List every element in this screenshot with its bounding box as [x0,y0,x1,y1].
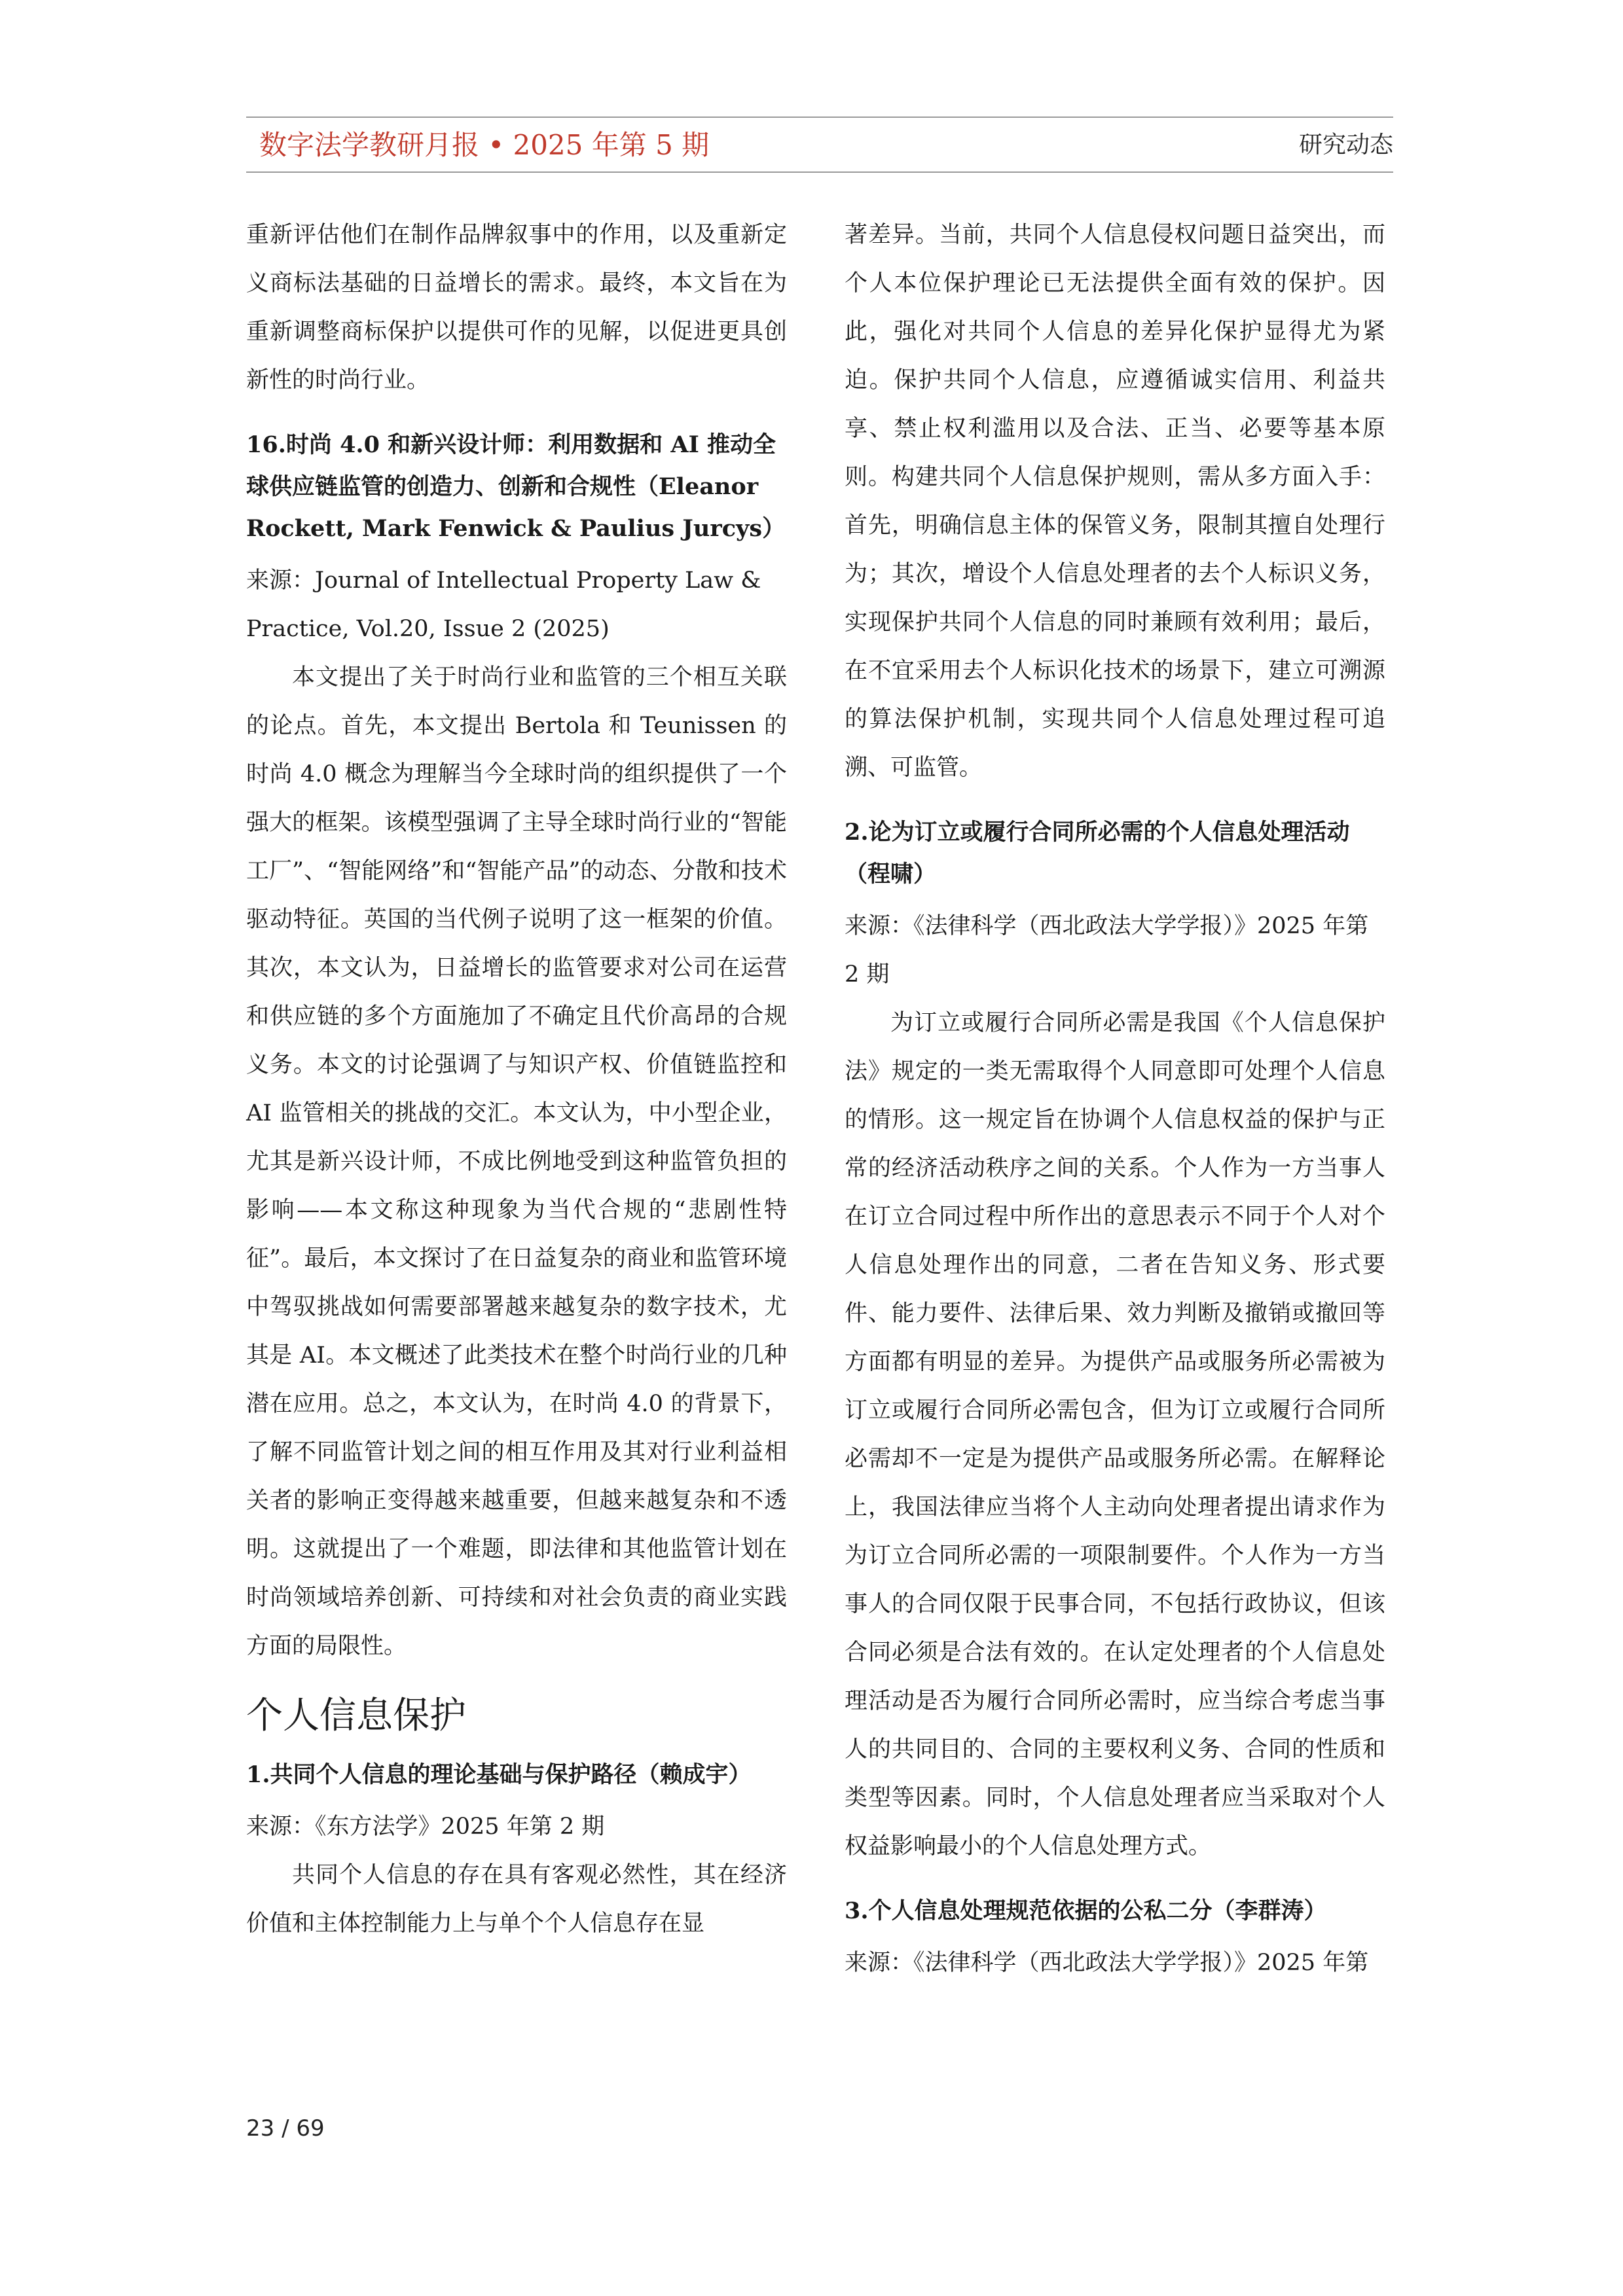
article-2-source: 来源：《法律科学（西北政法大学学报）》2025 年第 2 期 [845,913,1369,988]
article-3-source: 来源：《法律科学（西北政法大学学报）》2025 年第 [845,1950,1369,1976]
article-2-body: 为订立或履行合同所必需是我国《个人信息保护法》规定的一类无需取得个人同意即可处理个人信息的情形。这一规定旨在协调个人信息权益的保护与正常的经济活动秩序之间的关系。个人作为一方当事人在订立合同过程中所作出的意思表示不同于个人对个人信息处理作出的同意，二者在告知义务、形式要件、能力要件、法律后果、效力判断及撤销或撤回等方面都有明显的差异。为提供产品或服务所必需被为订立或履行合同所必需包含，但为订立或履行合同所必需却不一定是为提供产品或服务所必需。在解释论上，我国法律应当将个人主动向处理者提出请求作为为订立合同所必需的一项限制要件。个人作为一方当事人的合同仅限于民事合同，不包括行政协议，但该合同必须是合法有效的。在认定处理者的个人信息处理活动是否为履行合同所必需时，应当综合考虑当事人的共同目的、合同的主要权利义务、合同的性质和类型等因素。同时，个人信息处理者应当采取对个人权益影响最小的个人信息处理方式。 [845,1010,1385,1859]
article-16-source: 来源：Journal of Intellectual Property Law & Practice, Vol.20, Issue 2 (2025) [246,567,761,642]
article-1-body-start: 共同个人信息的存在具有客观必然性，其在经济价值和主体控制能力上与单个个人信息存在显 [246,1862,787,1937]
header-top-rule [246,117,1393,118]
article-1-source: 来源：《东方法学》2025 年第 2 期 [246,1814,605,1840]
article-1-title: 1.共同个人信息的理论基础与保护路径（赖成宇） [246,1761,752,1788]
left-column [246,211,787,1948]
section-label: 研究动态 [1298,132,1393,158]
page-number: 23 / 69 [246,2115,325,2142]
right-column [845,211,1385,1987]
article-16-title: 16.时尚 4.0 和新兴设计师：利用数据和 AI 推动全球供应链监管的创造力、创新和合规性（Eleanor Rockett, Mark Fenwick & Paulius Jurcys） [246,431,786,542]
section-title-personal-info: 个人信息保护 [246,1695,466,1737]
intro-paragraph: 重新评估他们在制作品牌叙事中的作用，以及重新定义商标法基础的日益增长的需求。最终，本文旨在为重新调整商标保护以提供可作的见解，以促进更具创新性的时尚行业。 [246,222,787,393]
article-2-title: 2.论为订立或履行合同所必需的个人信息处理活动（程啸） [845,819,1350,888]
article-3-title: 3.个人信息处理规范依据的公私二分（李群涛） [845,1897,1327,1924]
journal-title: 数字法学教研月报 • 2025 年第 5 期 [259,129,710,161]
article-16-body: 本文提出了关于时尚行业和监管的三个相互关联的论点。首先，本文提出 Bertola 和 Teunissen 的时尚 4.0 概念为理解当今全球时尚的组织提供了一个强大的框架。该模型强调了主导全球时尚行业的“智能工厂”、“智能网络”和“智能产品”的动态、分散和技术驱动特征。英国的当代例子说明了这一框架的价值。其次，本文认为，日益增长的监管要求对公司在运营和供应链的多个方面施加了不确定且代价高昂的合规义务。本文的讨论强调了与知识产权、价值链监控和 AI 监管相关的挑战的交汇。本文认为，中小型企业，尤其是新兴设计师，不成比例地受到这种监管负担的影响——本文称这种现象为当代合规的“悲剧性特征”。最后，本文探讨了在日益复杂的商业和监管环境中驾驭挑战如何需要部署越来越复杂的数字技术，尤其是 AI。本文概述了此类技术在整个时尚行业的几种潜在应用。总之，本文认为，在时尚 4.0 的背景下，了解不同监管计划之间的相互作用及其对行业利益相关者的影响正变得越来越重要，但越来越复杂和不透明。这就提出了一个难题，即法律和其他监管计划在时尚领域培养创新、可持续和对社会负责的商业实践方面的局限性。 [246,664,787,1659]
article-1-body-continued: 著差异。当前，共同个人信息侵权问题日益突出，而个人本位保护理论已无法提供全面有效的保护。因此，强化对共同个人信息的差异化保护显得尤为紧迫。保护共同个人信息，应遵循诚实信用、利益共享、禁止权利滥用以及合法、正当、必要等基本原则。构建共同个人信息保护规则，需从多方面入手：首先，明确信息主体的保管义务，限制其擅自处理行为；其次，增设个人信息处理者的去个人标识义务，实现保护共同个人信息的同时兼顾有效利用；最后，在不宜采用去个人标识化技术的场景下，建立可溯源的算法保护机制，实现共同个人信息处理过程可追溯、可监管。 [845,222,1385,781]
header-bottom-rule [246,171,1393,173]
